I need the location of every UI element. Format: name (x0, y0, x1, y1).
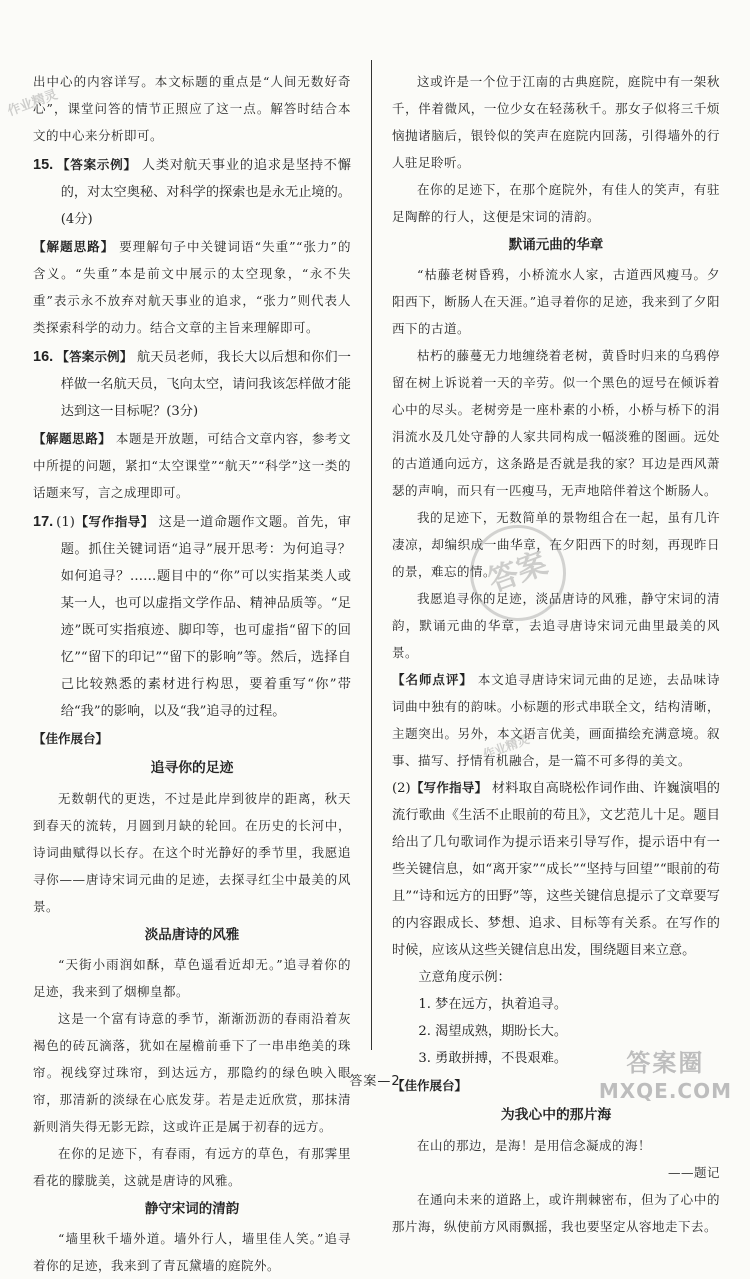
q17-number: 17. (33, 514, 54, 530)
essay1-paragraph: “墙里秋千墙外道。墙外行人，墙里佳人笑。”追寻着你的足迹，我来到了青瓦黛墙的庭院外。 (33, 1231, 351, 1273)
essay1-subheading-1: 淡品唐诗的风雅 (144, 927, 240, 943)
mid-watermark: 作业精灵 (481, 732, 532, 762)
teacher-comment-text: 本文追寻唐诗宋词元曲的足迹，去品味诗词曲中独有的韵味。小标题的形式串联全文，结构清晰，主题突出。另外，本文语言优美，画面描绘充满意境。叙事、描写、抒情有机融合，是一篇不可多得的美文。 (392, 672, 720, 768)
q17-part2: (2) (392, 781, 411, 796)
left-column (33, 68, 351, 1279)
angles-label: 立意角度示例： (418, 970, 511, 985)
q17-part2-guide (392, 774, 720, 964)
essay1-paragraph: 这或许是一个位于江南的古典庭院，庭院中有一架秋千，伴着微风，一位少女在轻荡秋千。那女子似将三千烦恼抛诸脑后，银铃似的笑声在庭院内回荡，引得墙外的行人驻足聆听。 (392, 74, 720, 170)
essay1-subheading-3: 默诵元曲的华章 (508, 237, 604, 253)
essay1-paragraph: 我愿追寻你的足迹，淡品唐诗的风雅，静守宋词的清韵，默诵元曲的华章，去追寻唐诗宋词元曲里最美的风景。 (392, 591, 720, 660)
q17-part2-guide-text: 材料取自高晓松作词作曲、许巍演唱的流行歌曲《生活不止眼前的苟且》，文艺范儿十足。题目给出了几句歌词作为提示语来引导写作，提示语中有一些关键信息，如“离开家”“成长”“坚持与回望”“眼前的苟且”“诗和远方的田野”等，这些关键信息提示了文章要写的内容跟成长、梦想、追求、目标等有关系。在写作的时候，应该从这些关键信息出发，围绕题目来立意。 (392, 781, 720, 958)
column-divider (371, 60, 372, 1050)
essay1-subheading-2: 静守宋词的清韵 (144, 1201, 240, 1217)
essay1-paragraph: “枯藤老树昏鸦，小桥流水人家，古道西风瘦马。夕阳西下，断肠人在天涯。”追寻着你的足迹，我来到了夕阳西下的古道。 (392, 267, 720, 336)
essay1-paragraph: 枯朽的藤蔓无力地缠绕着老树，黄昏时归来的乌鸦停留在树上诉说着一天的辛劳。似一个黑色的逗号在倾诉着心中的尽头。老树旁是一座朴素的小桥，小桥与桥下的涓涓流水及几处守静的人家共同构成一幅淡雅的图画。远处的古道通向远方，这条路是否就是我的家？耳边是西风萧瑟的声响，而只有一匹瘦马，无声地陪伴着这个断肠人。 (392, 348, 720, 498)
essay1-paragraph: 这是一个富有诗意的季节，渐渐沥沥的春雨沿着灰褐色的砖瓦滴落，犹如在屋檐前垂下了一串串绝美的珠帘。视线穿过珠帘，到达远方，那隐约的绿色映入眼帘，那清新的淡绿在心底发芽。若是走近欣赏，那抹清新则消失得无影无踪，这或许正是属于初春的远方。 (33, 1011, 351, 1134)
answer-tag: 【答案示例】 (56, 349, 133, 364)
hint-tag: 【解题思路】 (33, 239, 115, 254)
essay1-paragraph: “天街小雨润如酥，草色遥看近却无。”追寻着你的足迹，我来到了烟柳皇都。 (33, 957, 351, 999)
essay1-paragraph: 在你的足迹下，有春雨，有远方的草色，有那霁里看花的朦胧美，这就是唐诗的风雅。 (33, 1146, 351, 1188)
q15-answer (33, 151, 351, 233)
center-stamp: 答案 (456, 511, 579, 634)
comment-tag: 【名师点评】 (392, 672, 473, 687)
essay1-paragraph: 无数朝代的更迭，不过是此岸到彼岸的距离，秋天到春天的流转，月圆到月缺的轮回。在历史的长河中，诗词曲赋得以长存。在这个时光静好的季节里，我愿追寻你——唐诗宋词元曲的足迹，去探寻红尘中最美的风景。 (33, 791, 351, 914)
q16-answer-text: 航天员老师，我长大以后想和你们一样做一名航天员，飞向太空，请问我该怎样做才能达到这一目标呢？(3分) (60, 350, 351, 419)
angle-item: 2. 渴望成熟，期盼长大。 (418, 1024, 568, 1039)
page-number: 答案—2 (349, 1074, 401, 1089)
q15-hint (33, 233, 351, 341)
guide-tag: 【写作指导】 (74, 514, 154, 529)
logo-line-2: MXQE.COM (598, 1079, 732, 1103)
q16-answer (33, 343, 351, 425)
guide-tag: 【写作指导】 (410, 780, 488, 795)
q16-hint (33, 425, 351, 506)
q15-number: 15. (33, 157, 54, 173)
showcase-tag: 【佳作展台】 (33, 731, 109, 746)
corner-watermark: 作业精灵 (5, 87, 60, 120)
q15-answer-text: 人类对航天事业的追求是坚持不懈的，对太空奥秘、对科学的探索也是永无止境的。(4分) (60, 158, 351, 227)
essay2-epigraph-sign: ——题记 (667, 1165, 720, 1180)
q16-hint-text: 本题是开放题，可结合文章内容，参考文中所提的问题，紧扣“太空课堂”“航天”“科学”这一类的话题来写，言之成理即可。 (33, 431, 351, 500)
q17-guide (33, 508, 351, 725)
essay1-paragraph: 在你的足迹下，在那个庭院外，有佳人的笑声，有驻足陶醉的行人，这便是宋词的清韵。 (392, 182, 720, 224)
q16-number: 16. (33, 349, 54, 365)
angle-item: 1. 梦在远方，执着追寻。 (418, 997, 568, 1012)
answer-tag: 【答案示例】 (56, 157, 137, 172)
teacher-comment (392, 666, 720, 774)
essay2-paragraph: 在通向未来的道路上，或许荆棘密布，但为了心中的那片海，纵使前方风雨飘摇，我也要坚定从容地走下去。 (392, 1192, 720, 1234)
essay2-title: 为我心中的那片海 (500, 1107, 612, 1123)
angle-item: 3. 勇敢拼搏，不畏艰难。 (418, 1051, 568, 1066)
hint-tag: 【解题思路】 (33, 431, 112, 446)
showcase-tag: 【佳作展台】 (392, 1078, 468, 1093)
essay1-paragraph: 我的足迹下，无数简单的景物组合在一起，虽有几许凄凉，却编织成一曲华章，在夕阳西下的时刻，再现昨日的景，难忘的情。 (392, 510, 720, 579)
q17-part: (1) (56, 515, 75, 530)
q17-guide-text: 这是一道命题作文题。首先，审题。抓住关键词语“追寻”展开思考：为何追寻？如何追寻？……题目中的“你”可以实指某类人或某一人，也可以虚指文学作品、精神品质等。“足迹”既可实指痕迹、脚印等，也可虚指“留下的回忆”“留下的印记”“留下的影响”等。然后，选择自己比较熟悉的素材进行构思，要着重写“你”带给“我”的影响，以及“我”追寻的过程。 (60, 515, 351, 719)
essay1-title: 追寻你的足迹 (150, 760, 234, 776)
logo-line-1: 答案圈 (626, 1049, 705, 1077)
q14-analysis-tail: 出中心的内容详写。本文标题的重点是“人间无数好奇心”，课堂问答的情节正照应了这一点。解答时结合本文的中心来分析即可。 (33, 74, 351, 143)
essay2-epigraph: 在山的那边，是海！是用信念凝成的海！ (417, 1138, 652, 1153)
q15-hint-text: 要理解句子中关键词语“失重”“张力”的含义。“失重”本是前文中展示的太空现象，“永不失重”表示永不放弃对航天事业的追求，“张力”则代表人类探索科学的动力。结合文章的主旨来理解即可。 (33, 239, 351, 335)
